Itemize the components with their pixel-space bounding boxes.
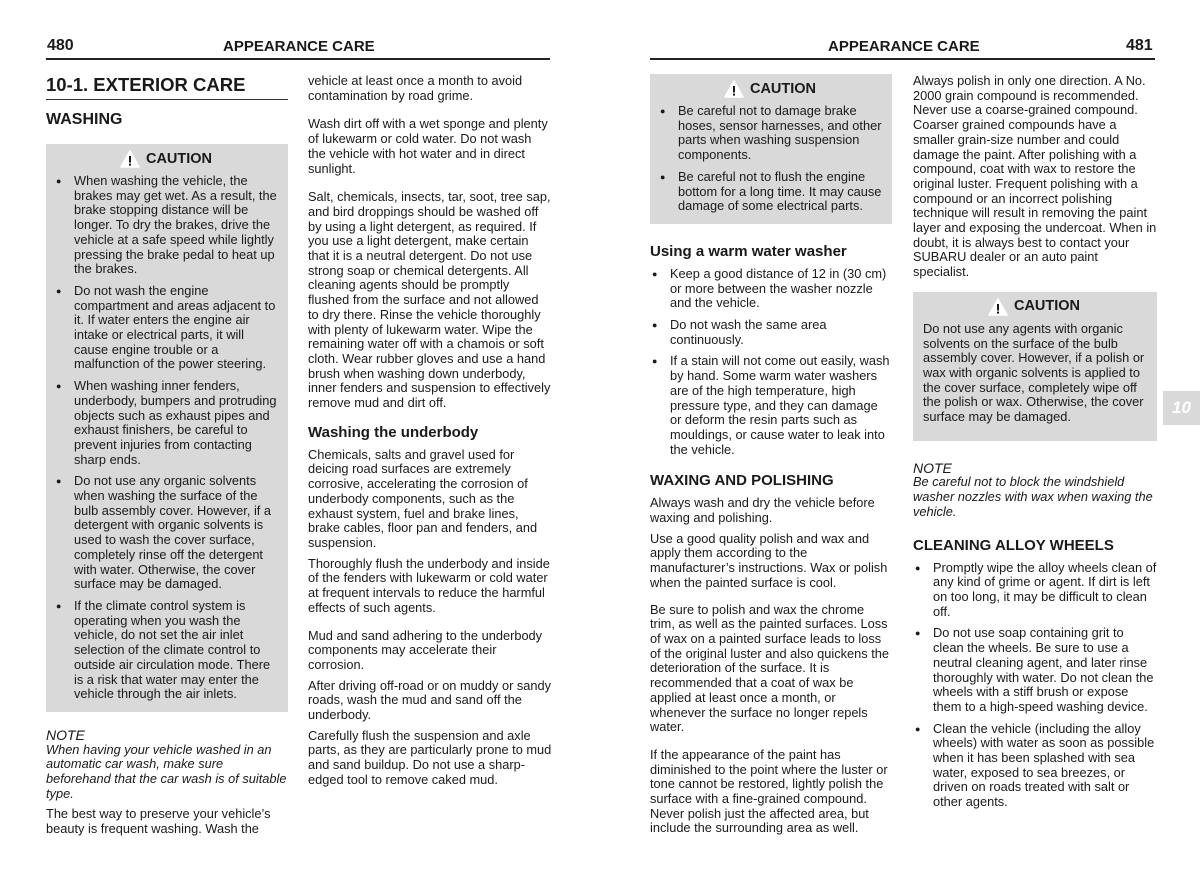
list-item: ● Clean the vehicle (including the alloy wheels) with water as soon as possible when it has been splashed with sea water, exposed to sea breezes, or driven on roads treated with salt or other agents. [913,722,1157,810]
caution-title-text: CAUTION [145,150,213,167]
warning-triangle-icon [724,80,744,98]
page-number: 480 [47,37,74,54]
caution-title [54,150,278,168]
chapter-rule [46,99,288,100]
caution-item: ● Do not use any organic solvents when washing the surface of the bulb assembly cover. However, if a detergent with organic solvents is used to wash the cover surface, completely rinse off the detergent with water. Otherwise, the cover surface may be damaged. [54,474,278,592]
note-text: When having your vehicle washed in an automatic car wash, make sure beforehand that the car wash is of suitable type. [46,741,287,801]
caution-list [54,174,278,702]
caution-title [658,80,882,98]
section-heading-washing: WASHING [46,111,123,128]
right-page [600,0,1200,896]
paragraph: Use a good quality polish and wax and apply them according to the manufacturer’s instructions. Wax or polish when the painted surface is cool. [650,530,888,590]
caution-item: ● When washing inner fenders, underbody, bumpers and protruding objects such as exhaust pipes and exhaust finishers, be careful to prevent injuries from contacting sharp ends. [54,379,278,467]
running-header: APPEARANCE CARE [223,38,375,55]
caution-item: ● When washing the vehicle, the brakes may get wet. As a result, the brake stopping distance will be longer. To dry the brakes, drive the vehicle at a safe speed while lightly pressing the brake pedal to heat up the brakes. [54,174,278,277]
list-item: ● Do not wash the same area continuously. [650,318,892,347]
caution-item: ● If the climate control system is operating when you wash the vehicle, do not set the air inlet selection of the climate control to outside air circulation mode. There is a risk that water may enter the vehicle through the air inlets. [54,599,278,702]
paragraph: Be sure to polish and wax the chrome trim, as well as the painted surfaces. Loss of wax on a painted surface leads to loss of the original luster and also quickens the deterioration of the surface. It is recommended that a coat of wax be applied at least once a month, or whenever the surface no longer repels water. [650,601,890,735]
right-column-1 [650,74,892,842]
paragraph: After driving off-road or on muddy or sandy roads, wash the mud and sand off the underbody. [308,677,552,723]
left-column-1 [46,74,288,843]
header-rule [650,58,1155,60]
section-heading-alloy-wheels: CLEANING ALLOY WHEELS [913,536,1114,554]
chapter-tab[interactable]: 10 [1163,391,1200,425]
paragraph: The best way to preserve your vehicle’s beauty is frequent washing. Wash the [46,806,271,837]
paragraph: Wash dirt off with a wet sponge and plenty of lukewarm or cold water. Do not wash the vehicle with hot water and in direct sunlight. [308,116,548,176]
header-rule [46,58,550,60]
note-label: NOTE [913,459,952,476]
caution-box [46,144,288,712]
list-item: ● If a stain will not come out easily, wash by hand. Some warm water washers are of the high temperature, high pressure type, and they can damage or deform the resin parts such as mouldings, or cause water to leak into the vehicle. [650,354,892,457]
right-column-2 [913,74,1157,817]
caution-title [921,298,1147,316]
warning-triangle-icon [120,150,140,168]
bullet-list [913,561,1157,810]
paragraph: Chemicals, salts and gravel used for deicing road surfaces are extremely corrosive, accelerating the corrosion of underbody components, such as the exhaust system, fuel and brake lines, brake cables, floor pan and fenders, and suspension. [308,446,538,550]
running-header: APPEARANCE CARE [828,38,980,55]
list-item: ● Promptly wipe the alloy wheels clean of any kind of grime or agent. If dirt is left on too long, it may be difficult to clean off. [913,561,1157,620]
caution-item: ● Do not wash the engine compartment and areas adjacent to it. If water enters the engine air intake or electrical parts, it will cause engine trouble or a malfunction of the power steering. [54,284,278,372]
caution-item: ● Be careful not to flush the engine bottom for a long time. It may cause damage of some electrical parts. [658,170,882,214]
paragraph: Always wash and dry the vehicle before waxing and polishing. [650,495,875,526]
caution-box [913,292,1157,441]
paragraph: vehicle at least once a month to avoid contamination by road grime. [308,73,523,103]
subheading-warm-water-washer: Using a warm water washer [650,242,847,260]
caution-box [650,74,892,224]
caution-item: ● Be careful not to damage brake hoses, sensor harnesses, and other parts when washing suspension components. [658,104,882,163]
paragraph: If the appearance of the paint has diminished to the point where the luster or tone cannot be restored, lightly polish the surface with a fine-grained compound. Never polish just the affected area, but include the surrounding area as well. [650,746,888,836]
note-text: Be careful not to block the windshield washer nozzles with wax when waxing the vehicle. [913,474,1153,519]
section-heading-waxing: WAXING AND POLISHING [650,472,834,490]
chapter-title: 10-1. EXTERIOR CARE [46,74,246,95]
caution-title-text: CAUTION [1013,298,1081,315]
paragraph: Always polish in only one direction. A No. 2000 grain compound is recommended. Never use a coarse-grained compound. Coarser grained compounds have a smaller grain-size number and could damage the paint. After polishing with a compound, coat with wax to restore the original luster. Frequent polishing with a compound or an incorrect polishing technique will result in removing the paint layer and exposing the undercoat. When in doubt, it is always best to contact your SUBARU dealer or an auto paint specialist. [913,73,1157,280]
list-item: ● Keep a good distance of 12 in (30 cm) or more between the washer nozzle and the vehicle. [650,267,892,311]
note-label: NOTE [46,726,85,743]
paragraph: Salt, chemicals, insects, tar, soot, tree sap, and bird droppings should be washed off by using a light detergent, as required. If you use a light detergent, make certain that it is a neutral detergent. Do not use strong soap or chemical detergents. All cleaning agents should be promptly flushed from the surface and not allowed to dry there. Rinse the vehicle thoroughly with plenty of lukewarm water. Wipe the remaining water off with a chamois or soft cloth. Wear rubber gloves and use a hand brush when washing down underbody, inner fenders and suspension to effectively remove mud and dirt off. [308,189,551,411]
paragraph: Mud and sand adhering to the underbody components may accelerate their corrosion. [308,627,543,672]
bullet-list [650,267,892,457]
paragraph: Thoroughly flush the underbody and inside of the fenders with lukewarm or cold water at frequent intervals to reduce the harmful effects of such agents. [308,555,550,615]
page-number: 481 [1126,37,1153,54]
list-item: ● Do not use soap containing grit to clean the wheels. Be sure to use a neutral cleaning agent, and later rinse thoroughly with water. Do not clean the wheels with a stiff brush or expose them to a high-speed washing device. [913,626,1157,714]
paragraph: Carefully flush the suspension and axle parts, as they are particularly prone to mud and sand buildup. Do not use a sharp-edged tool to remove caked mud. [308,727,552,787]
subheading-underbody: Washing the underbody [308,423,479,441]
warning-triangle-icon [988,298,1008,316]
caution-text: Do not use any agents with organic solvents on the surface of the bulb assembly cover. However, if a polish or wax with organic solvents is applied to the cover surface, completely wipe off the polish or wax. Otherwise, the cover surface may be damaged. [923,320,1145,425]
caution-list [658,104,882,214]
caution-title-text: CAUTION [749,80,817,97]
left-column-2 [308,74,552,794]
